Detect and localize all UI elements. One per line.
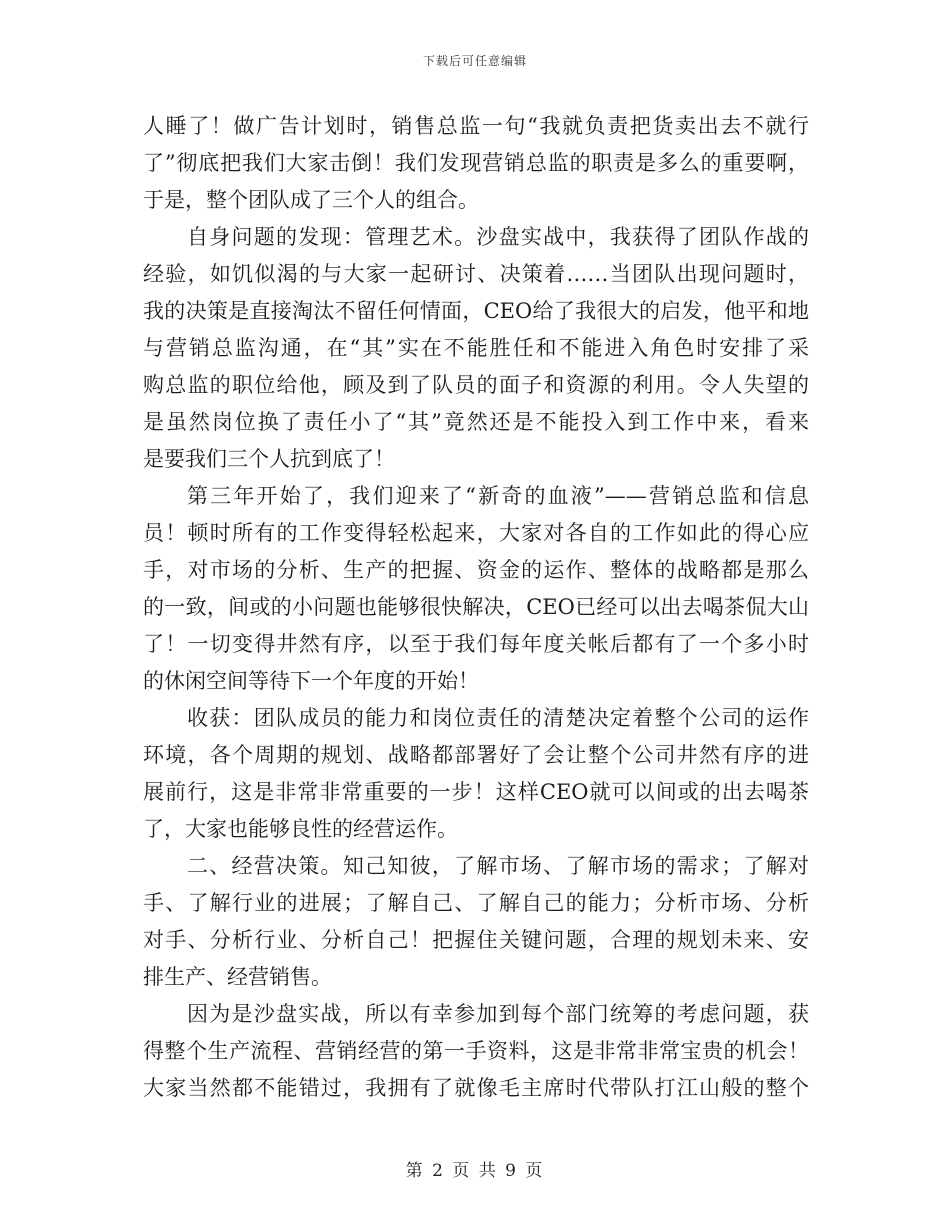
- text-line: 员！顿时所有的工作变得轻松起来，大家对各自的工作如此的得心应: [143, 521, 809, 545]
- text-line: 了”彻底把我们大家击倒！我们发现营销总监的职责是多么的重要啊，: [143, 151, 809, 175]
- text-line: 人睡了！做广告计划时，销售总监一句“我就负责把货卖出去不就行: [143, 114, 809, 138]
- text-line: 手、了解行业的进展；了解自己、了解自己的能力；分析市场、分析: [143, 891, 809, 915]
- text-line: 购总监的职位给他，顾及到了队员的面子和资源的利用。令人失望的: [143, 373, 809, 397]
- text-line: 收获：团队成员的能力和岗位责任的清楚决定着整个公司的运作: [187, 706, 809, 730]
- text-line: 是要我们三个人抗到底了！: [143, 447, 395, 471]
- text-line: 自身问题的发现：管理艺术。沙盘实战中，我获得了团队作战的: [187, 225, 809, 249]
- text-line: 对手、分析行业、分析自己！把握住关键问题，合理的规划未来、安: [143, 928, 809, 952]
- text-line: 二、经营决策。知己知彼，了解市场、了解市场的需求；了解对: [187, 854, 809, 878]
- text-line: 得整个生产流程、营销经营的第一手资料，这是非常非常宝贵的机会！: [143, 1039, 809, 1063]
- text-line: 手，对市场的分析、生产的把握、资金的运作、整体的战略都是那么: [143, 558, 809, 582]
- text-line: 了，大家也能够良性的经营运作。: [143, 817, 458, 841]
- text-line: 第三年开始了，我们迎来了“新奇的血液”——营销总监和信息: [187, 484, 809, 508]
- page-number-footer: 第 2 页 共 9 页: [405, 1161, 545, 1181]
- text-line: 大家当然都不能错过，我拥有了就像毛主席时代带队打江山般的整个: [143, 1076, 809, 1100]
- text-line: 的休闲空间等待下一个年度的开始！: [143, 669, 479, 693]
- text-line: 展前行，这是非常非常重要的一步！这样CEO就可以间或的出去喝茶: [143, 780, 809, 804]
- text-line: 排生产、经营销售。: [143, 965, 332, 989]
- text-line: 环境，各个周期的规划、战略都部署好了会让整个公司井然有序的进: [143, 743, 809, 767]
- text-line: 我的决策是直接淘汰不留任何情面，CEO给了我很大的启发，他平和地: [143, 299, 809, 323]
- text-line: 经验，如饥似渴的与大家一起研讨、决策着……当团队出现问题时，: [143, 262, 809, 286]
- text-line: 了！一切变得井然有序，以至于我们每年度关帐后都有了一个多小时: [143, 632, 809, 656]
- page-header: 下载后可任意编辑: [422, 54, 527, 68]
- text-line: 于是，整个团队成了三个人的组合。: [143, 188, 479, 212]
- text-line: 与营销总监沟通，在“其”实在不能胜任和不能进入角色时安排了采: [143, 336, 809, 360]
- text-line: 的一致，间或的小问题也能够很快解决，CEO已经可以出去喝茶侃大山: [143, 595, 809, 619]
- text-line: 因为是沙盘实战，所以有幸参加到每个部门统筹的考虑问题，获: [187, 1002, 809, 1026]
- document-body: [143, 108, 809, 1107]
- text-line: 是虽然岗位换了责任小了“其”竟然还是不能投入到工作中来，看来: [143, 410, 809, 434]
